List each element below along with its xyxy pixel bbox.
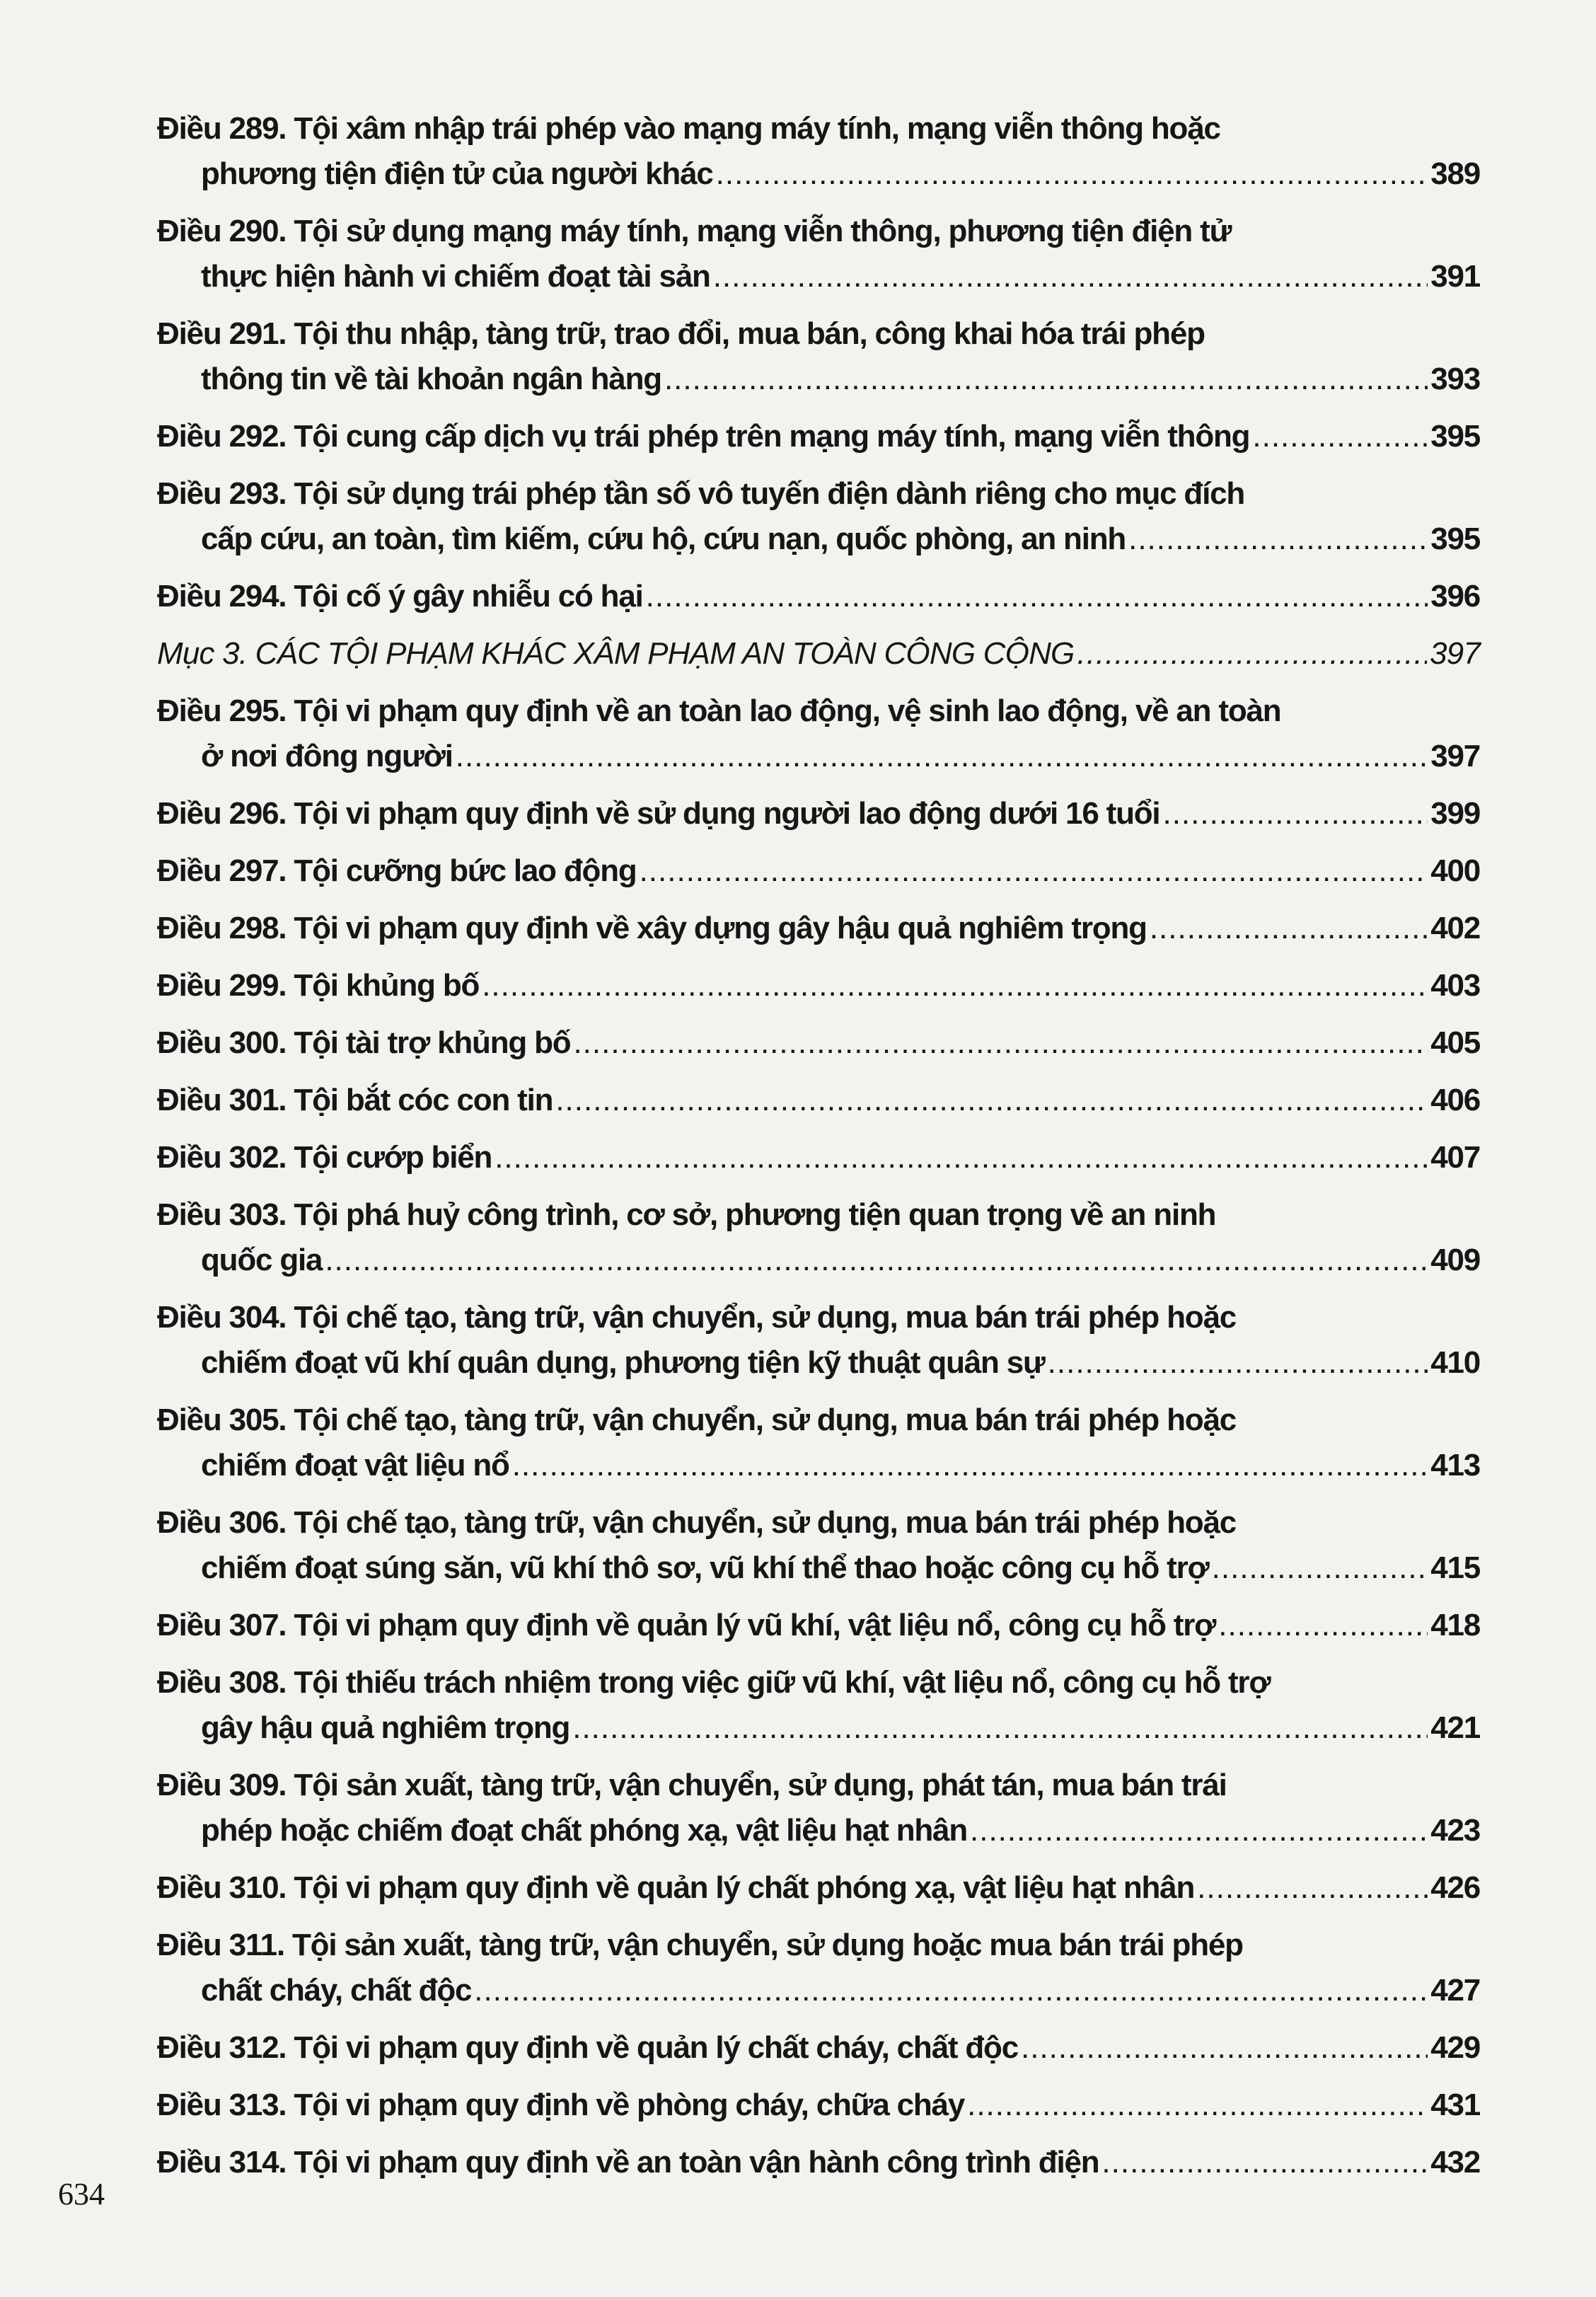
toc-line — [157, 1135, 1480, 1180]
toc-entry-title: Điều 312. Tội vi phạm quy định về quản lý chất cháy, chất độc — [157, 2030, 1018, 2065]
toc-entry-title: Điều 292. Tội cung cấp dịch vụ trái phép trên mạng máy tính, mạng viễn thông — [157, 419, 1250, 454]
dot-leader — [1048, 1340, 1428, 1386]
toc-line — [157, 357, 1480, 402]
toc-entry-title: Điều 297. Tội cưỡng bức lao động — [157, 853, 637, 888]
toc-entry — [157, 689, 1480, 779]
toc-line — [157, 1705, 1480, 1751]
toc-entry-title: cấp cứu, an toàn, tìm kiếm, cứu hộ, cứu nạn, quốc phòng, an ninh — [201, 522, 1126, 556]
dot-leader — [573, 1020, 1428, 1066]
toc-entry — [157, 1923, 1480, 2013]
toc-page-number: 431 — [1430, 2088, 1480, 2122]
toc-entry-title: Điều 294. Tội cố ý gây nhiễu có hại — [157, 579, 643, 614]
toc-page-number: 400 — [1430, 853, 1480, 888]
toc-entry-title: Điều 291. Tội thu nhập, tàng trữ, trao đổi, mua bán, công khai hóa trái phép — [157, 316, 1205, 351]
toc-entry-title: Điều 303. Tội phá huỷ công trình, cơ sở, phương tiện quan trọng về an ninh — [157, 1197, 1216, 1232]
toc-line — [157, 1923, 1480, 1968]
toc-entry — [157, 1865, 1480, 1911]
toc-page-number: 406 — [1430, 1083, 1480, 1117]
toc-entry-title: quốc gia — [201, 1243, 323, 1277]
toc-entry — [157, 574, 1480, 619]
toc-line — [157, 848, 1480, 894]
toc-entry — [157, 906, 1480, 951]
toc-line — [157, 963, 1480, 1008]
toc-entry-title: Điều 302. Tội cướp biển — [157, 1140, 492, 1175]
toc-line — [157, 1295, 1480, 1340]
dot-leader — [1128, 517, 1428, 562]
toc-page-number: 415 — [1430, 1550, 1480, 1585]
dot-leader — [646, 574, 1428, 619]
toc-page-number: 421 — [1430, 1710, 1480, 1745]
toc-page-number: 397 — [1430, 739, 1480, 773]
dot-leader — [970, 1808, 1428, 1853]
toc-line — [157, 2140, 1480, 2185]
toc-entry — [157, 1603, 1480, 1648]
toc-page-number: 410 — [1430, 1345, 1480, 1380]
toc-entry — [157, 414, 1480, 459]
toc-page-number: 393 — [1430, 362, 1480, 396]
dot-leader — [456, 734, 1428, 779]
toc-entry — [157, 963, 1480, 1008]
toc-line — [157, 151, 1480, 197]
toc-line — [157, 1500, 1480, 1545]
toc-entry-title: chiếm đoạt vật liệu nổ — [201, 1448, 509, 1483]
toc-entry — [157, 2025, 1480, 2071]
toc-entry-title: Điều 307. Tội vi phạm quy định về quản lý vũ khí, vật liệu nổ, công cụ hỗ trợ — [157, 1608, 1216, 1642]
toc-entry-title: Điều 298. Tội vi phạm quy định về xây dựng gây hậu quả nghiêm trọng — [157, 911, 1147, 945]
toc-page-number: 426 — [1430, 1870, 1480, 1905]
dot-leader — [474, 1968, 1428, 2013]
toc-entry-title: Điều 300. Tội tài trợ khủng bố — [157, 1025, 571, 1060]
toc-entry-title: Mục 3. CÁC TỘI PHẠM KHÁC XÂM PHẠM AN TOÀN CÔNG CỘNG — [157, 636, 1075, 671]
toc-entry-title: Điều 293. Tội sử dụng trái phép tần số vô tuyến điện dành riêng cho mục đích — [157, 476, 1245, 511]
toc-line — [157, 311, 1480, 357]
toc-page-number: 427 — [1430, 1973, 1480, 2008]
toc-page-number: 423 — [1430, 1813, 1480, 1848]
toc-line — [157, 414, 1480, 459]
toc-page-number: 399 — [1430, 796, 1480, 831]
toc-page-number: 418 — [1430, 1608, 1480, 1642]
toc-entry — [157, 471, 1480, 562]
toc-line — [157, 1238, 1480, 1283]
toc-line — [157, 106, 1480, 151]
toc-page-number: 395 — [1430, 419, 1480, 454]
toc-line — [157, 2083, 1480, 2128]
toc-page-number: 396 — [1430, 579, 1480, 614]
toc-page-number: 395 — [1430, 522, 1480, 556]
toc-line — [157, 471, 1480, 517]
dot-leader — [512, 1443, 1428, 1488]
toc-page-number: 403 — [1430, 968, 1480, 1003]
toc-line — [157, 734, 1480, 779]
toc-entry — [157, 311, 1480, 402]
toc-entry — [157, 1192, 1480, 1283]
dot-leader — [1101, 2140, 1428, 2185]
toc-line — [157, 1545, 1480, 1591]
toc-entry-title: thông tin về tài khoản ngân hàng — [201, 362, 661, 396]
toc-entry-title: chiếm đoạt vũ khí quân dụng, phương tiện kỹ thuật quân sự — [201, 1345, 1045, 1380]
toc-page-number: 429 — [1430, 2030, 1480, 2065]
toc-entry-title: Điều 310. Tội vi phạm quy định về quản lý chất phóng xạ, vật liệu hạt nhân — [157, 1870, 1195, 1905]
toc-entry-title: chiếm đoạt súng săn, vũ khí thô sơ, vũ khí thể thao hoặc công cụ hỗ trợ — [201, 1550, 1209, 1585]
toc-line — [157, 1603, 1480, 1648]
toc-line — [157, 631, 1480, 677]
toc-entry — [157, 1295, 1480, 1386]
toc-section-heading — [157, 631, 1480, 677]
dot-leader — [482, 963, 1428, 1008]
toc-entry-title: Điều 311. Tội sản xuất, tàng trữ, vận chuyển, sử dụng hoặc mua bán trái phép — [157, 1928, 1243, 1962]
dot-leader — [967, 2083, 1428, 2128]
toc-line — [157, 1078, 1480, 1123]
toc-line — [157, 209, 1480, 254]
table-of-contents — [157, 106, 1480, 2197]
toc-line — [157, 1865, 1480, 1911]
toc-entry-title: Điều 295. Tội vi phạm quy định về an toàn lao động, vệ sinh lao động, về an toàn — [157, 693, 1281, 728]
toc-entry-title: Điều 289. Tội xâm nhập trái phép vào mạng máy tính, mạng viễn thông hoặc — [157, 111, 1220, 146]
dot-leader — [664, 357, 1428, 402]
toc-line — [157, 1398, 1480, 1443]
toc-entry — [157, 848, 1480, 894]
toc-page-number: 407 — [1430, 1140, 1480, 1175]
toc-page-number: 402 — [1430, 911, 1480, 945]
toc-entry-title: Điều 301. Tội bắt cóc con tin — [157, 1083, 553, 1117]
toc-entry-title: Điều 296. Tội vi phạm quy định về sử dụng người lao động dưới 16 tuổi — [157, 796, 1160, 831]
toc-page-number: 391 — [1430, 259, 1480, 294]
dot-leader — [1218, 1603, 1428, 1648]
toc-entry — [157, 2140, 1480, 2185]
toc-entry — [157, 2083, 1480, 2128]
toc-entry — [157, 1135, 1480, 1180]
toc-line — [157, 906, 1480, 951]
dot-leader — [1197, 1865, 1428, 1911]
dot-leader — [1162, 791, 1428, 836]
toc-entry-title: Điều 314. Tội vi phạm quy định về an toàn vận hành công trình điện — [157, 2145, 1099, 2180]
toc-entry — [157, 1078, 1480, 1123]
toc-entry-title: Điều 309. Tội sản xuất, tàng trữ, vận chuyển, sử dụng, phát tán, mua bán trái — [157, 1768, 1227, 1802]
toc-entry-title: Điều 290. Tội sử dụng mạng máy tính, mạng viễn thông, phương tiện điện tử — [157, 214, 1232, 248]
dot-leader — [555, 1078, 1428, 1123]
toc-page-number: 432 — [1430, 2145, 1480, 2180]
toc-entry-title: Điều 308. Tội thiếu trách nhiệm trong việc giữ vũ khí, vật liệu nổ, công cụ hỗ trợ — [157, 1665, 1271, 1700]
toc-entry — [157, 209, 1480, 299]
toc-page-number: 405 — [1430, 1025, 1480, 1060]
toc-page-number: 397 — [1429, 636, 1480, 671]
toc-entry — [157, 1020, 1480, 1066]
dot-leader — [1077, 631, 1427, 677]
toc-line — [157, 1443, 1480, 1488]
toc-line — [157, 1192, 1480, 1238]
toc-entry-title: Điều 313. Tội vi phạm quy định về phòng cháy, chữa cháy — [157, 2088, 965, 2122]
toc-line — [157, 1340, 1480, 1386]
toc-page-number: 409 — [1430, 1243, 1480, 1277]
toc-line — [157, 1020, 1480, 1066]
toc-entry-title: Điều 305. Tội chế tạo, tàng trữ, vận chuyển, sử dụng, mua bán trái phép hoặc — [157, 1403, 1237, 1437]
toc-line — [157, 689, 1480, 734]
dot-leader — [1252, 414, 1428, 459]
toc-line — [157, 791, 1480, 836]
toc-line — [157, 1660, 1480, 1705]
toc-page-number: 413 — [1430, 1448, 1480, 1483]
toc-entry — [157, 1398, 1480, 1488]
toc-entry — [157, 1500, 1480, 1591]
toc-line — [157, 1968, 1480, 2013]
dot-leader — [1212, 1545, 1428, 1591]
dot-leader — [495, 1135, 1428, 1180]
dot-leader — [325, 1238, 1428, 1283]
page-number: 634 — [58, 2177, 105, 2211]
toc-line — [157, 254, 1480, 299]
toc-entry-title: phương tiện điện tử của người khác — [201, 156, 713, 191]
toc-entry — [157, 1660, 1480, 1751]
dot-leader — [716, 151, 1428, 197]
toc-line — [157, 1763, 1480, 1808]
toc-page-number: 389 — [1430, 156, 1480, 191]
toc-line — [157, 517, 1480, 562]
toc-entry-title: Điều 306. Tội chế tạo, tàng trữ, vận chuyển, sử dụng, mua bán trái phép hoặc — [157, 1505, 1237, 1540]
toc-entry-title: chất cháy, chất độc — [201, 1973, 472, 2008]
dot-leader — [1021, 2025, 1428, 2071]
dot-leader — [1150, 906, 1428, 951]
toc-entry-title: Điều 304. Tội chế tạo, tàng trữ, vận chuyển, sử dụng, mua bán trái phép hoặc — [157, 1300, 1237, 1335]
toc-entry-title: gây hậu quả nghiêm trọng — [201, 1710, 570, 1745]
toc-line — [157, 2025, 1480, 2071]
toc-line — [157, 574, 1480, 619]
toc-entry-title: ở nơi đông người — [201, 739, 453, 773]
toc-entry-title: thực hiện hành vi chiếm đoạt tài sản — [201, 259, 710, 294]
toc-entry — [157, 106, 1480, 197]
toc-line — [157, 1808, 1480, 1853]
toc-entry-title: Điều 299. Tội khủng bố — [157, 968, 480, 1003]
toc-entry-title: phép hoặc chiếm đoạt chất phóng xạ, vật liệu hạt nhân — [201, 1813, 967, 1848]
toc-entry — [157, 791, 1480, 836]
dot-leader — [572, 1705, 1428, 1751]
dot-leader — [640, 848, 1428, 894]
toc-entry — [157, 1763, 1480, 1853]
dot-leader — [713, 254, 1428, 299]
